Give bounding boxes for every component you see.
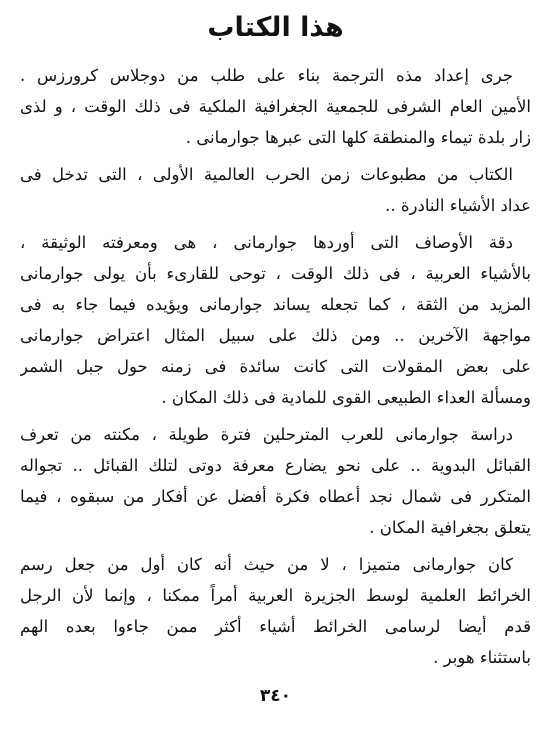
- paragraph: [20, 159, 531, 221]
- text-line: يتعلق بجغرافية المكان .: [369, 518, 531, 537]
- text-line: جرى إعداد مذه الترجمة بناء على طلب من دوجلاس كرورزس .: [20, 66, 513, 85]
- text-line: الكتاب من مطبوعات زمن الحرب العالمية الأولى ، التى تدخل فى: [20, 165, 513, 184]
- text-line: الخرائط العلمية لوسط الجزيرة العربية أمراً ممكنا ، وإنما لأن الرجل: [20, 586, 531, 605]
- text-line: على بعض المقولات التى كانت سائدة فى زمنه حول جبل الشمر: [20, 357, 531, 376]
- text-line: باستثناء هوبر .: [433, 648, 531, 667]
- text-line: المتكرر فى شمال نجد أعطاه فكرة أفضل عن أفكار من سبقوه ، فيما: [20, 487, 531, 506]
- text-line: زار بلدة تيماء والمنطقة كلها التى عبرها جوارمانى .: [185, 128, 531, 147]
- page-number: ٣٤٠: [259, 686, 292, 706]
- text-line: مواجهة الآخرين .. ومن ذلك على سبيل المثال اعتراض جوارمانى: [20, 326, 531, 345]
- text-line: ومسألة العداء الطبيعى القوى للمادية فى ذلك المكان .: [161, 388, 531, 407]
- paragraph: [20, 419, 531, 543]
- text-line: بالأشياء العربية ، فى ذلك الوقت ، توحى للقارىء بأن يولى جوارمانى: [20, 264, 531, 283]
- text-line: المزيد من الثقة ، كما تجعله يساند جوارمانى ويؤيده فيما جاء به فى: [20, 295, 531, 314]
- text-line: القبائل البدوية .. على نحو يضارع معرفة دوتى لتلك القبائل .. تجواله: [20, 456, 531, 475]
- body-text: [20, 60, 531, 673]
- paragraph: [20, 227, 531, 413]
- text-line: الأمين العام الشرفى للجمعية الجغرافية الملكية فى ذلك الوقت ، و لذى: [20, 97, 531, 116]
- paragraph: [20, 549, 531, 673]
- text-line: قدم أيضا لرسامى الخرائط أشياء أكثر ممن جاءوا بعده الهم: [20, 617, 531, 636]
- text-line: كان جوارمانى متميزا ، لا من حيث أنه كان أول من جعل رسم: [20, 555, 513, 574]
- text-line: عداد الأشياء النادرة ..: [385, 196, 531, 215]
- text-line: دراسة جوارمانى للعرب المترحلين فترة طويلة ، مكنته من تعرف: [20, 425, 513, 444]
- page-title: هذا الكتاب: [207, 12, 344, 43]
- text-line: دقة الأوصاف التى أوردها جوارمانى ، هى ومعرفته الوثيقة ،: [20, 233, 513, 252]
- paragraph: [20, 60, 531, 153]
